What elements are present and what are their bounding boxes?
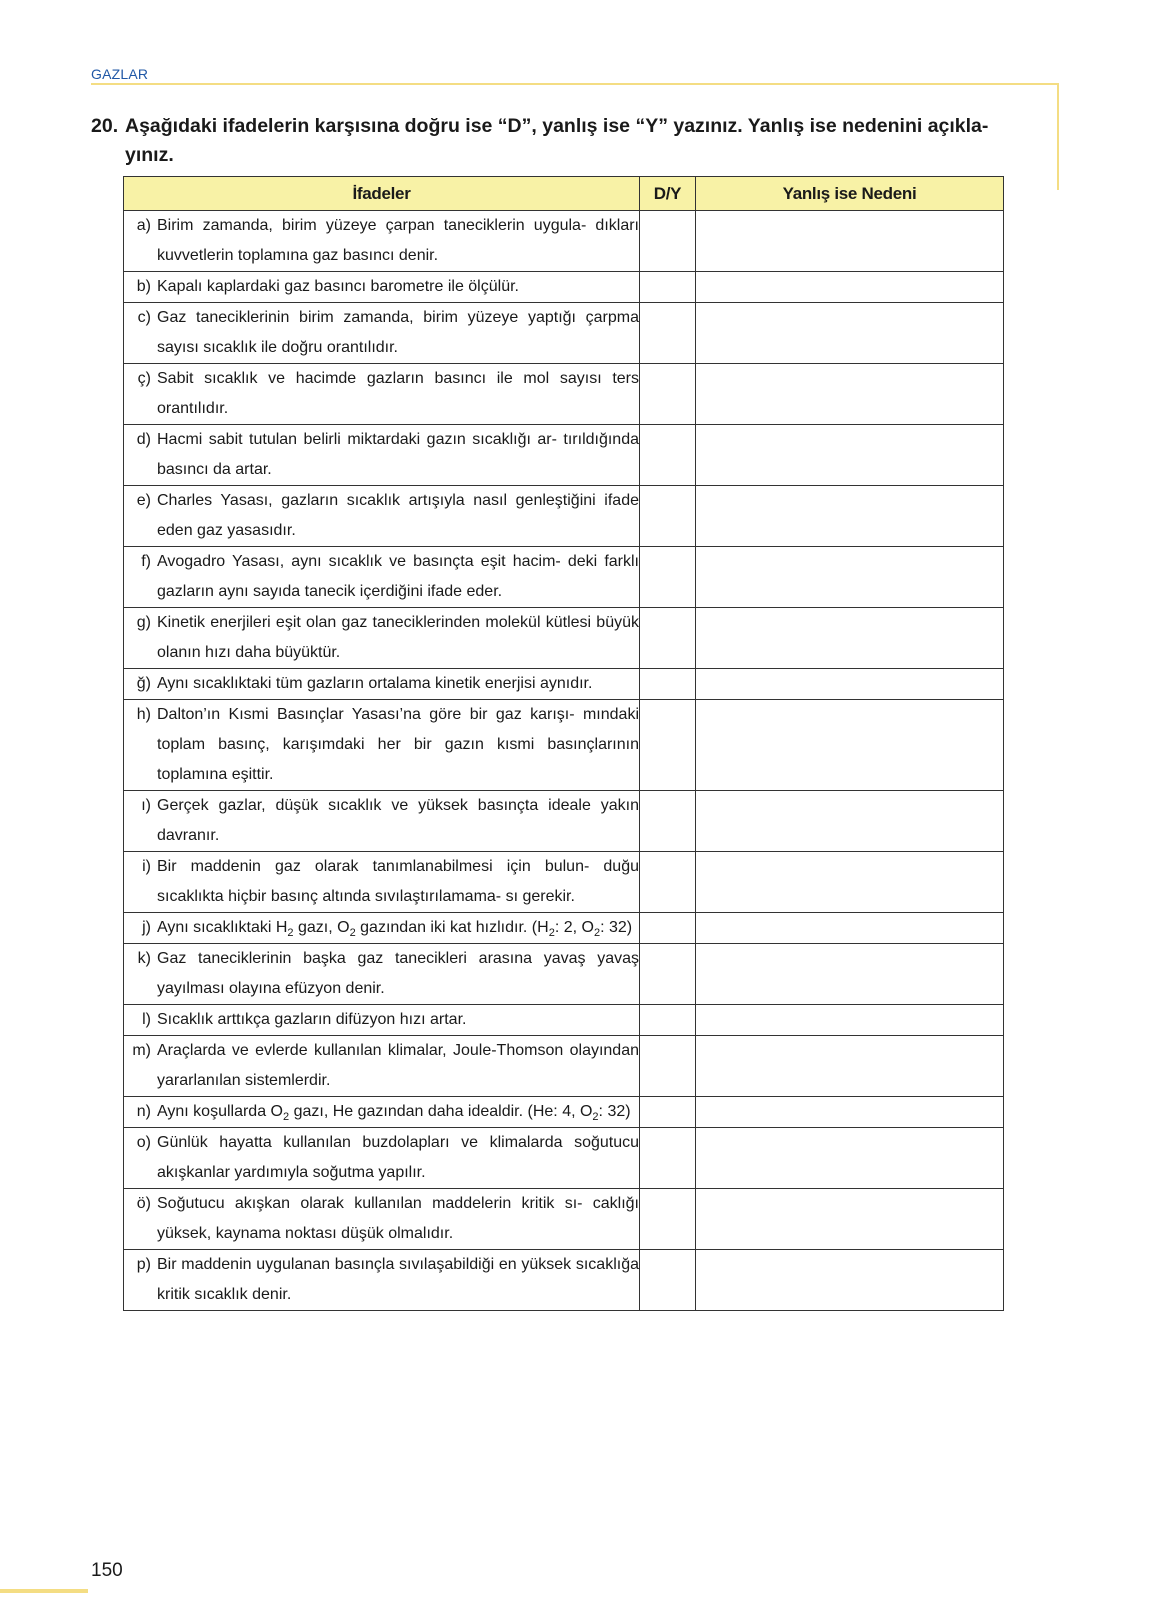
answer-cell[interactable] [640,1250,696,1311]
reason-cell[interactable] [696,913,1004,944]
statement-text: Soğutucu akışkan olarak kullanılan maddelerin kritik sı- caklığı yüksek, kaynama noktası düşük olmalıdır. [157,1195,639,1242]
table-row [124,425,1004,486]
statement-item [124,303,639,363]
reason-cell[interactable] [696,211,1004,272]
statement-item [124,1036,639,1096]
question-text-line1: Aşağıdaki ifadelerin karşısına doğru ise “D”, yanlış ise “Y” yazınız. Yanlış ise nedenini açıkla- [125,115,989,137]
statement-item [124,944,639,1004]
statement-cell [124,364,640,425]
statement-text: Gaz taneciklerinin başka gaz tanecikleri arasına yavaş yavaş yayılması olayına efüzyon denir. [157,950,639,997]
statement-cell [124,608,640,669]
statement-cell [124,1189,640,1250]
true-false-table [123,176,1004,1311]
subscript: 2 [548,927,555,940]
text-segment: Aynı sıcaklıktaki H [157,919,288,936]
header-statements: İfadeler [124,177,640,211]
answer-cell[interactable] [640,852,696,913]
statement-cell [124,425,640,486]
statement-cell [124,303,640,364]
table-row [124,272,1004,303]
statement-label: f) [141,553,151,570]
answer-cell[interactable] [640,425,696,486]
table-row [124,303,1004,364]
statement-label: p) [136,1256,151,1273]
question-text-line2: yınız. [125,144,174,166]
statement-text: Günlük hayatta kullanılan buzdolapları ve klimalarda soğutucu akışkanlar yardımıyla soğutma yapılır. [157,1134,639,1181]
table-row [124,791,1004,852]
answer-cell[interactable] [640,547,696,608]
header-rule-vertical [1057,83,1059,190]
subscript: 2 [593,927,601,940]
table-row [124,669,1004,700]
statement-item [124,700,639,790]
answer-cell[interactable] [640,700,696,791]
question-number: 20. [91,115,119,137]
subscript: 2 [287,927,294,940]
statement-text [157,1097,639,1127]
statement-cell [124,1250,640,1311]
footer-bar [0,1589,88,1593]
text-segment: gazı, He gazından daha idealdir. (He: 4, O [289,1103,593,1120]
statement-item [124,272,639,302]
statement-text: Charles Yasası, gazların sıcaklık artışıyla nasıl genleştiğini ifade eden gaz yasasıdır. [157,492,639,539]
table-row [124,944,1004,1005]
statement-item [124,1097,639,1127]
statement-cell [124,669,640,700]
reason-cell[interactable] [696,1189,1004,1250]
reason-cell[interactable] [696,1250,1004,1311]
statement-text: Gaz taneciklerinin birim zamanda, birim yüzeye yaptığı çarpma sayısı sıcaklık ile doğru orantılıdır. [157,309,639,356]
statement-item [124,547,639,607]
text-segment: Aynı koşullarda O [157,1103,283,1120]
statement-item [124,608,639,668]
table-row [124,1189,1004,1250]
statement-text: Bir maddenin uygulanan basınçla sıvılaşabildiği en yüksek sıcaklığa kritik sıcaklık denir. [157,1256,639,1303]
statement-cell [124,1097,640,1128]
reason-cell[interactable] [696,1097,1004,1128]
statement-text: Sabit sıcaklık ve hacimde gazların basıncı ile mol sayısı ters orantılıdır. [157,370,639,417]
statement-text: Kinetik enerjileri eşit olan gaz taneciklerinden molekül kütlesi büyük olanın hızı daha büyüktür. [157,614,639,661]
statement-text: Sıcaklık arttıkça gazların difüzyon hızı artar. [157,1011,467,1028]
answer-cell[interactable] [640,303,696,364]
table-row [124,547,1004,608]
table-row [124,1128,1004,1189]
statement-label: e) [136,492,151,509]
statement-item [124,425,639,485]
statement-label: k) [137,950,151,967]
reason-cell[interactable] [696,486,1004,547]
table-header-row [124,177,1004,211]
answer-cell[interactable] [640,913,696,944]
header-reason: Yanlış ise Nedeni [696,177,1004,211]
statement-label: a) [136,217,151,234]
statement-item [124,1005,639,1035]
text-segment: : 2, O [554,919,594,936]
answer-cell[interactable] [640,486,696,547]
section-label: GAZLAR [91,66,149,82]
statement-label: o) [136,1134,151,1151]
statement-label: n) [136,1103,151,1120]
reason-cell[interactable] [696,1128,1004,1189]
statement-item [124,211,639,271]
statement-cell [124,700,640,791]
table-row [124,1005,1004,1036]
reason-cell[interactable] [696,1036,1004,1097]
statement-label: i) [142,858,151,875]
answer-cell[interactable] [640,669,696,700]
table-row [124,913,1004,944]
text-segment: gazı, O [293,919,350,936]
reason-cell[interactable] [696,303,1004,364]
header-rule [91,83,1059,85]
statement-text: Birim zamanda, birim yüzeye çarpan taneciklerin uygula- dıkları kuvvetlerin toplamına gaz basıncı denir. [157,217,639,264]
statement-cell [124,944,640,1005]
answer-cell[interactable] [640,1189,696,1250]
reason-cell[interactable] [696,425,1004,486]
statement-text: Dalton’ın Kısmi Basınçlar Yasası’na göre bir gaz karışı- mındaki toplam basınç, karışımdaki her bir gazın kısmi basınçlarının toplamına eşittir. [157,706,639,783]
statement-label: ö) [136,1195,151,1212]
statement-text [157,913,639,943]
table-row [124,700,1004,791]
table-row [124,1097,1004,1128]
subscript: 2 [349,927,356,940]
reason-cell[interactable] [696,700,1004,791]
reason-cell[interactable] [696,547,1004,608]
statement-item [124,1128,639,1188]
answer-cell[interactable] [640,1036,696,1097]
statement-item [124,669,639,699]
table-row [124,486,1004,547]
answer-cell[interactable] [640,1128,696,1189]
statement-cell [124,1128,640,1189]
table-row [124,364,1004,425]
statement-cell [124,791,640,852]
statement-text: Hacmi sabit tutulan belirli miktardaki gazın sıcaklığı ar- tırıldığında basıncı da artar. [157,431,639,478]
statement-label: ç) [137,370,151,387]
subscript: 2 [592,1111,599,1124]
answer-cell[interactable] [640,1005,696,1036]
reason-cell[interactable] [696,791,1004,852]
reason-cell[interactable] [696,669,1004,700]
statement-item [124,1250,639,1310]
statement-label: g) [136,614,151,631]
statement-text: Bir maddenin gaz olarak tanımlanabilmesi için bulun- duğu sıcaklıkta hiçbir basınç altında sıvılaştırılamama- sı gerekir. [157,858,639,905]
page-number: 150 [91,1560,123,1581]
statement-text: Avogadro Yasası, aynı sıcaklık ve basınçta eşit hacim- deki farklı gazların aynı sayıda tanecik içerdiğini ifade eder. [157,553,639,600]
statement-item [124,486,639,546]
reason-cell[interactable] [696,852,1004,913]
text-segment: : 32) [600,919,633,936]
statement-label: h) [136,706,151,723]
reason-cell[interactable] [696,272,1004,303]
reason-cell[interactable] [696,608,1004,669]
statement-cell [124,272,640,303]
statement-cell [124,211,640,272]
answer-cell[interactable] [640,944,696,1005]
answer-cell[interactable] [640,272,696,303]
statement-cell [124,852,640,913]
statement-text: Aynı sıcaklıktaki tüm gazların ortalama kinetik enerjisi aynıdır. [157,675,593,692]
answer-cell[interactable] [640,608,696,669]
statement-cell [124,1036,640,1097]
statement-cell [124,1005,640,1036]
statement-label: ı) [141,797,151,814]
answer-cell[interactable] [640,364,696,425]
answer-cell[interactable] [640,791,696,852]
table-row [124,608,1004,669]
statement-cell [124,547,640,608]
statement-cell [124,913,640,944]
header-true-false: D/Y [640,177,696,211]
reason-cell[interactable] [696,364,1004,425]
reason-cell[interactable] [696,1005,1004,1036]
table-row [124,852,1004,913]
statement-item [124,364,639,424]
subscript: 2 [283,1111,290,1124]
question-prompt [91,112,1051,170]
statement-label: l) [142,1011,151,1028]
reason-cell[interactable] [696,944,1004,1005]
table-row [124,1250,1004,1311]
answer-cell[interactable] [640,211,696,272]
statement-text: Kapalı kaplardaki gaz basıncı barometre ile ölçülür. [157,278,519,295]
table-row [124,1036,1004,1097]
text-segment: gazından iki kat hızlıdır. (H [355,919,549,936]
statement-text: Araçlarda ve evlerde kullanılan klimalar, Joule-Thomson olayından yararlanılan sistemlerdir. [157,1042,639,1089]
statement-cell [124,486,640,547]
statement-label: c) [137,309,151,326]
statement-label: j) [142,919,151,936]
statement-item [124,1189,639,1249]
statement-item [124,852,639,912]
statement-label: b) [136,278,151,295]
statement-label: d) [136,431,151,448]
statement-item [124,913,639,943]
statement-label: m) [132,1042,151,1059]
table-row [124,211,1004,272]
text-segment: : 32) [598,1103,631,1120]
statement-text: Gerçek gazlar, düşük sıcaklık ve yüksek basınçta ideale yakın davranır. [157,797,639,844]
statement-item [124,791,639,851]
answer-cell[interactable] [640,1097,696,1128]
statement-label: ğ) [136,675,151,692]
